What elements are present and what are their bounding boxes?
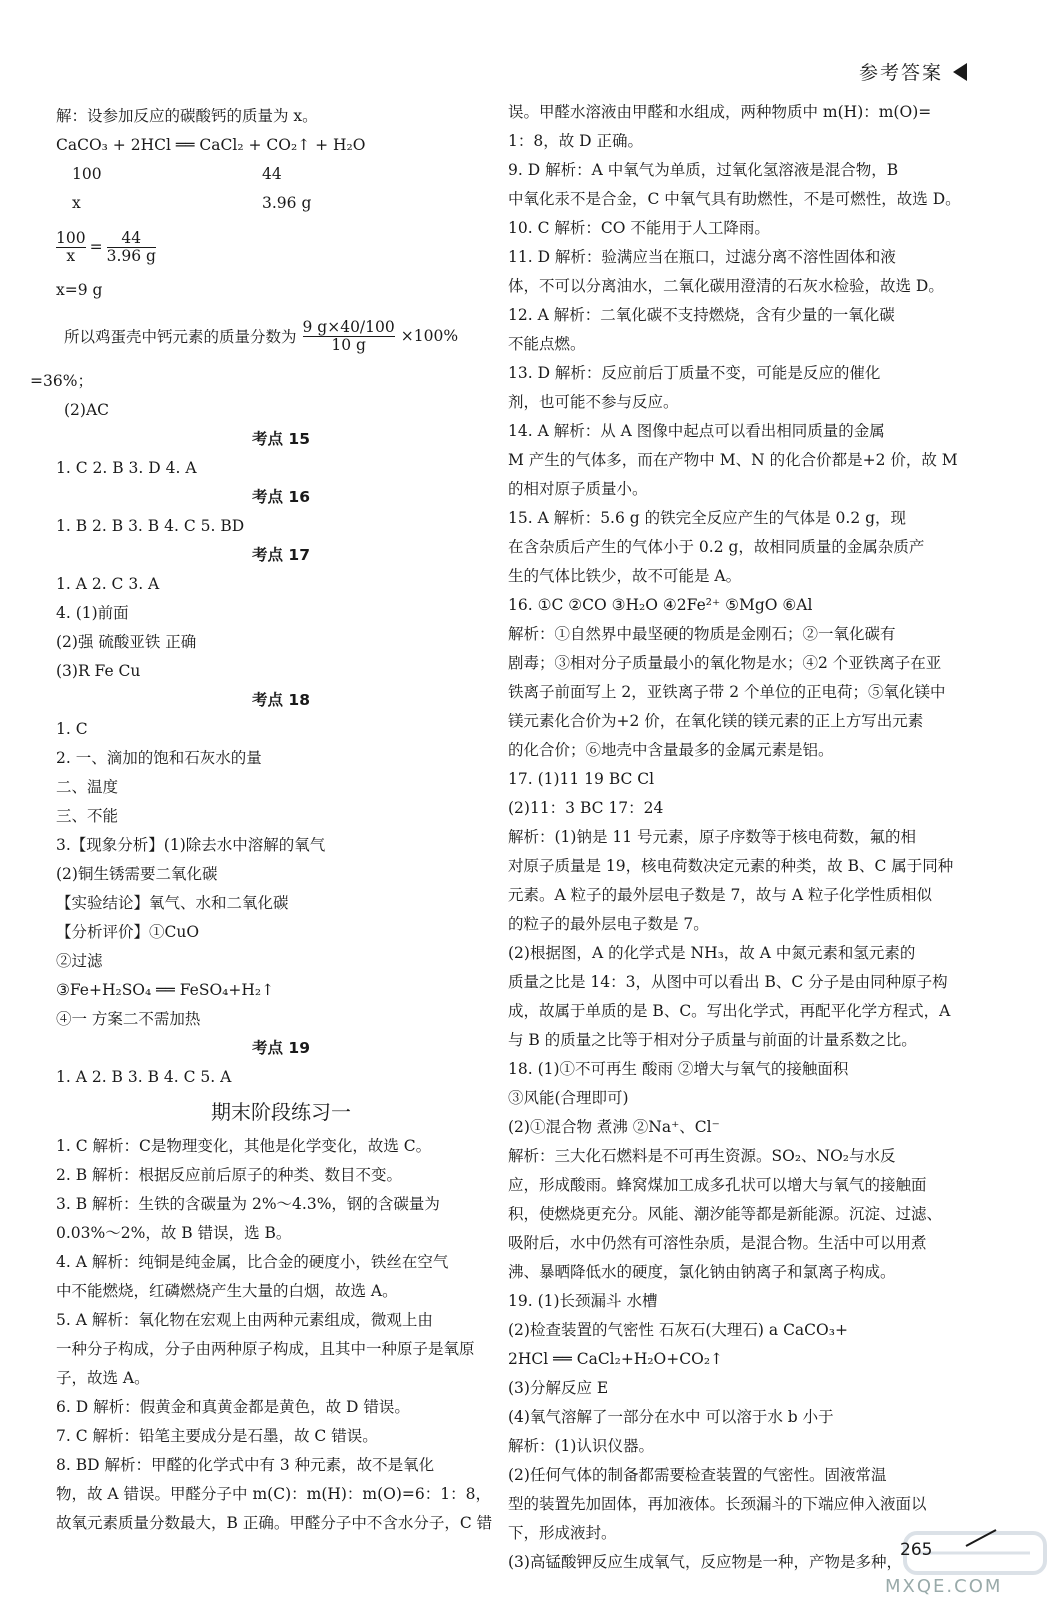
triangle-marker-icon [953,63,967,81]
answer-line: 吸附后，水中仍然有可溶性杂质，是混合物。生活中可以用煮 [508,1234,927,1252]
answer-line: (4)氧气溶解了一部分在水中 可以溶于水 b 小于 [508,1408,834,1426]
answer-line: 剂，也可能不参与反应。 [508,393,679,411]
answer-line: 的粒子的最外层电子数是 7。 [508,915,709,933]
answer-line: 的化合价；⑥地壳中含量最多的金属元素是铝。 [508,741,834,759]
answer-line: ④一 方案二不需加热 [56,1010,201,1028]
answer-line: 3.【现象分析】(1)除去水中溶解的氧气 [56,836,326,854]
answer-line: 18. (1)①不可再生 酸雨 ②增大与氧气的接触面积 [508,1060,849,1078]
answer-line: 一种分子构成，分子由两种原子构成，且其中一种原子是氧原 [56,1340,475,1358]
answer-line: 1. C 2. B 3. D 4. A [56,459,197,477]
page-number: 265 [900,1540,933,1560]
answer-line: 14. A 解析：从 A 图像中起点可以看出相同质量的金属 [508,422,885,440]
answer-line: 下，形成液封。 [508,1524,617,1542]
section-heading: 考点 15 [252,430,310,448]
answer-line: 与 B 的质量之比等于相对分子质量与前面的计量系数之比。 [508,1031,917,1049]
text-line: (2)AC [64,401,110,419]
answer-line: 的相对原子质量小。 [508,480,648,498]
answer-line: 物，故 A 错误。甲醛分子中 m(C)：m(H)：m(O)=6：1：8， [56,1485,492,1503]
answer-line: 9. D 解析：A 中氧气为单质，过氧化氢溶液是混合物，B [508,161,899,179]
answer-line: 12. A 解析：二氧化碳不支持燃烧，含有少量的一氧化碳 [508,306,895,324]
answer-line: 16. ①C ②CO ③H₂O ④2Fe²⁺ ⑤MgO ⑥Al [508,596,813,614]
percentage-line: 所以鸡蛋壳中钙元素的质量分数为 $\frac{9 g\times 40/100}{10 g}$ ×100% [64,317,459,354]
answer-line: 剧毒；③相对分子质量最小的氧化物是水；④2 个亚铁离子在亚 [508,654,942,672]
answer-line: 生的气体比铁少，故不可能是 A。 [508,567,742,585]
answer-line: ②过滤 [56,952,103,970]
answer-line: 解析：三大化石燃料是不可再生资源。SO₂、NO₂与水反 [508,1147,896,1165]
answer-line: 镁元素化合价为+2 价，在氧化镁的镁元素的正上方写出元素 [508,712,924,730]
answer-line: 1. C [56,720,88,738]
answer-line: 11. D 解析：验满应当在瓶口，过滤分离不溶性固体和液 [508,248,896,266]
answer-line: (2)任何气体的制备都需要检查装置的气密性。固液常温 [508,1466,887,1484]
left-column [30,102,506,1538]
answer-line: (3)分解反应 E [508,1379,609,1397]
text-line: =36%； [30,372,93,390]
answer-line: 在含杂质后产生的气体小于 0.2 g，故相同质量的金属杂质产 [508,538,925,556]
header-title: 参考答案 [858,62,943,84]
fraction: $\frac{9 g\times 40/100}{10 g}$ [302,317,395,354]
answer-line: 13. D 解析：反应前后丁质量不变，可能是反应的催化 [508,364,881,382]
fraction: $\frac{44}{3.96 g}$ [106,228,156,265]
answer-line: 解析：①自然界中最坚硬的物质是金刚石；②一氧化碳有 [508,625,896,643]
answer-line: 5. A 解析：氧化物在宏观上由两种元素组成，微观上由 [56,1311,433,1329]
answer-line: (2)根据图，A 的化学式是 NH₃，故 A 中氮元素和氢元素的 [508,944,916,962]
answer-line: 1. B 2. B 3. B 4. C 5. BD [56,517,245,535]
text-line: 解：设参加反应的碳酸钙的质量为 x。 [56,107,318,125]
answer-line: ③风能(合理即可) [508,1089,629,1107]
answer-line: (2)铜生锈需要二氧化碳 [56,865,218,883]
equation-line: CaCO₃ + 2HCl ══ CaCl₂ + CO₂↑ + H₂O [56,136,366,154]
equation-ratio-row: 100 44 [72,165,282,183]
section-heading: 考点 16 [252,488,310,506]
answer-line: 解析：(1)钠是 11 号元素，原子序数等于核电荷数，氟的相 [508,828,917,846]
answer-line: 0.03%～2%，故 B 错误，选 B。 [56,1224,292,1242]
answer-line: 故氧元素质量分数最大，B 正确。甲醛分子中不含水分子，C 错 [56,1514,493,1532]
section-heading: 考点 19 [252,1039,310,1057]
answer-line: 元素。A 粒子的最外层电子数是 7，故与 A 粒子化学性质相似 [508,886,932,904]
fraction: $\frac{100}{x}$ [56,228,86,265]
answer-line: (2)检查装置的气密性 石灰石(大理石) a CaCO₃+ [508,1321,848,1339]
answer-line: 型的装置先加固体，再加液体。长颈漏斗的下端应伸入液面以 [508,1495,927,1513]
answer-line: 对原子质量是 19，核电荷数决定元素的种类，故 B、C 属于同种 [508,857,954,875]
equation-ratio-row: x 3.96 g [72,194,312,212]
answer-line: 19. (1)长颈漏斗 水槽 [508,1292,658,1310]
answer-line: 1：8，故 D 正确。 [508,132,644,150]
answer-line: 解析：(1)认识仪器。 [508,1437,654,1455]
answer-line: 成，故属于单质的是 B、C。写出化学式，再配平化学方程式，A [508,1002,951,1020]
answer-line: (2)强 硫酸亚铁 正确 [56,633,197,651]
answer-line: 4. A 解析：纯铜是纯金属，比合金的硬度小，铁丝在空气 [56,1253,449,1271]
answer-line: 6. D 解析：假黄金和真黄金都是黄色，故 D 错误。 [56,1398,410,1416]
section-heading: 考点 17 [252,546,310,564]
answer-line: 应，形成酸雨。蜂窝煤加工成多孔状可以增大与氧气的接触面 [508,1176,927,1194]
answer-line: 二、温度 [56,778,119,796]
pen-icon [962,1528,1002,1548]
answer-line: M 产生的气体多，而在产物中 M、N 的化合价都是+2 价，故 M [508,451,958,469]
answer-line: 15. A 解析：5.6 g 的铁完全反应产生的气体是 0.2 g，现 [508,509,907,527]
answer-line: 三、不能 [56,807,119,825]
answer-line: 2. B 解析：根据反应前后原子的种类、数目不变。 [56,1166,403,1184]
answer-line: 误。甲醛水溶液由甲醛和水组成，两种物质中 m(H)：m(O)= [508,103,932,121]
answer-line: 质量之比是 14：3，从图中可以看出 B、C 分子是由同种原子构 [508,973,948,991]
page-header [859,58,967,85]
section-heading: 考点 18 [252,691,310,709]
answer-line: 4. (1)前面 [56,604,129,622]
answer-line: 17. (1)11 19 BC Cl [508,770,655,788]
answer-line: 积，使燃烧更充分。风能、潮汐能等都是新能源。沉淀、过滤、 [508,1205,943,1223]
answer-line: 1. A 2. B 3. B 4. C 5. A [56,1068,232,1086]
answer-line: 铁离子前面写上 2，亚铁离子带 2 个单位的正电荷；⑤氧化镁中 [508,683,946,701]
answer-line: 不能点燃。 [508,335,586,353]
section-title: 期末阶段练习一 [211,1100,351,1124]
answer-line: (3)R Fe Cu [56,662,141,680]
answer-line: 10. C 解析：CO 不能用于人工降雨。 [508,219,770,237]
answer-line: 1. C 解析：C是物理变化，其他是化学变化，故选 C。 [56,1137,432,1155]
answer-line: 8. BD 解析：甲醛的化学式中有 3 种元素，故不是氧化 [56,1456,435,1474]
answer-line: (2)①混合物 煮沸 ②Na⁺、Cl⁻ [508,1118,720,1136]
answer-line: 子，故选 A。 [56,1369,150,1387]
watermark-text: MXQE.COM [885,1576,1003,1597]
right-column [508,98,978,1577]
answer-line: 2HCl ══ CaCl₂+H₂O+CO₂↑ [508,1350,724,1368]
text-line: x=9 g [56,281,103,299]
proportion: $\frac{100}{x}$ = $\frac{44}{3.96 g}$ [56,228,156,265]
answer-line: 1. A 2. C 3. A [56,575,160,593]
answer-line: ③Fe+H₂SO₄ ══ FeSO₄+H₂↑ [56,981,275,999]
answer-line: 7. C 解析：铅笔主要成分是石墨，故 C 错误。 [56,1427,378,1445]
answer-line: 【实验结论】氧气、水和二氧化碳 [56,894,289,912]
answer-line: 体，不可以分离油水，二氧化碳用澄清的石灰水检验，故选 D。 [508,277,944,295]
answer-line: (3)高锰酸钾反应生成氧气，反应物是一种，产物是多种， [508,1553,902,1571]
answer-line: 3. B 解析：生铁的含碳量为 2%～4.3%，钢的含碳量为 [56,1195,440,1213]
answer-line: 中氧化汞不是合金，C 中氧气具有助燃性，不是可燃性，故选 D。 [508,190,961,208]
answer-line: 沸、暴晒降低水的硬度，氯化钠由钠离子和氯离子构成。 [508,1263,896,1281]
answer-line: 2. 一、滴加的饱和石灰水的量 [56,749,262,767]
answer-line: (2)11：3 BC 17：24 [508,799,664,817]
answer-line: 中不能燃烧，红磷燃烧产生大量的白烟，故选 A。 [56,1282,398,1300]
answer-line: 【分析评价】①CuO [56,923,200,941]
